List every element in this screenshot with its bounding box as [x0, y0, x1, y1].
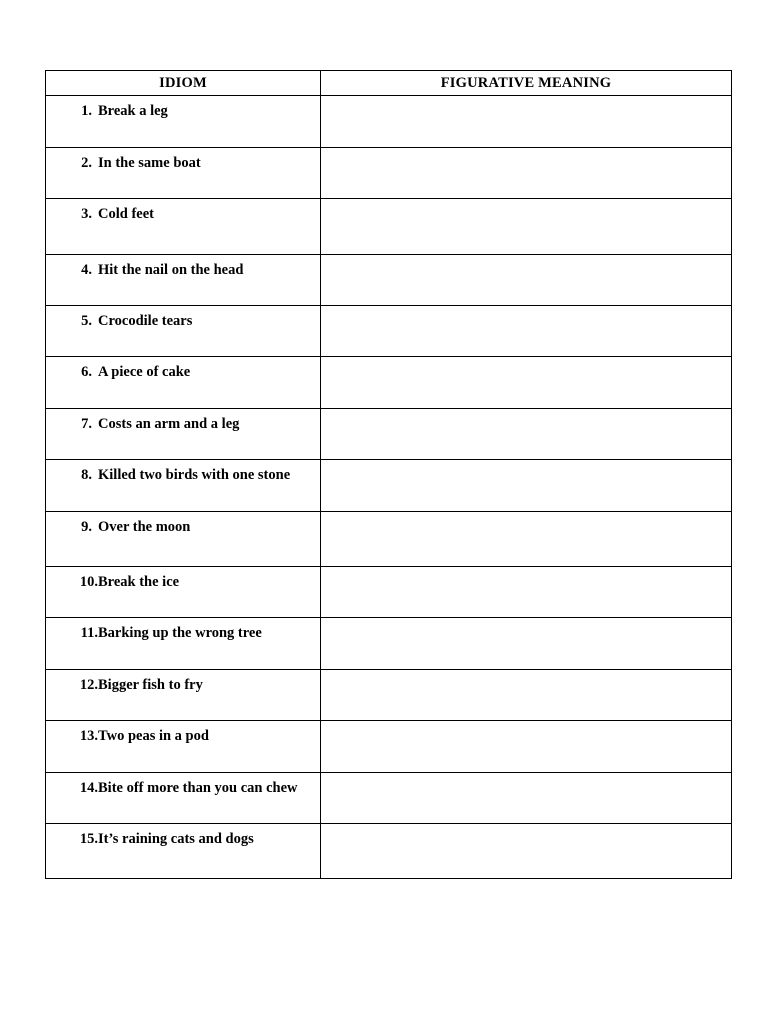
idiom-entry [46, 199, 320, 223]
idiom-entry [46, 409, 320, 433]
idiom-entry [46, 306, 320, 330]
idiom-entry [46, 460, 320, 484]
figurative-meaning-cell[interactable] [321, 567, 732, 618]
table-row [46, 148, 732, 199]
idiom-text: In the same boat [98, 155, 201, 171]
table-row [46, 670, 732, 721]
idiom-text: Break the ice [98, 574, 180, 590]
table-row [46, 567, 732, 618]
idiom-cell [46, 773, 321, 824]
table-row [46, 357, 732, 409]
idiom-number: 10. [79, 574, 98, 590]
idiom-text: Two peas in a pod [98, 728, 209, 744]
idiom-entry [46, 255, 320, 279]
idiom-entry [46, 357, 320, 381]
table-row [46, 824, 732, 879]
figurative-meaning-cell[interactable] [321, 148, 732, 199]
idiom-number: 7. [81, 416, 92, 432]
figurative-meaning-cell[interactable] [321, 824, 732, 879]
idiom-number: 2. [81, 155, 92, 171]
figurative-meaning-cell[interactable] [321, 670, 732, 721]
idiom-entry [46, 618, 320, 642]
idiom-entry [46, 824, 320, 848]
idiom-cell [46, 409, 321, 460]
idiom-number: 6. [81, 364, 92, 380]
idiom-number: 1. [81, 103, 92, 119]
figurative-meaning-cell[interactable] [321, 460, 732, 512]
idiom-text: Cold feet [98, 206, 154, 222]
idiom-entry [46, 512, 320, 536]
idiom-cell [46, 460, 321, 512]
table-row [46, 306, 732, 357]
idiom-cell [46, 512, 321, 567]
table-row [46, 618, 732, 670]
table-row [46, 721, 732, 773]
idiom-number: 3. [81, 206, 92, 222]
idiom-cell [46, 824, 321, 879]
idiom-number: 13. [79, 728, 98, 744]
idiom-text: Bite off more than you can chew [98, 780, 298, 796]
idiom-cell [46, 670, 321, 721]
idiom-text: Break a leg [98, 103, 168, 119]
idiom-cell [46, 306, 321, 357]
table-row [46, 460, 732, 512]
idiom-number: 4. [81, 262, 92, 278]
idiom-cell [46, 721, 321, 773]
figurative-meaning-cell[interactable] [321, 773, 732, 824]
table-row [46, 255, 732, 306]
idiom-cell [46, 199, 321, 255]
figurative-meaning-cell[interactable] [321, 357, 732, 409]
idiom-text: Crocodile tears [98, 313, 193, 329]
idiom-entry [46, 567, 320, 591]
idiom-text: Killed two birds with one stone [98, 467, 291, 483]
idiom-text: Costs an arm and a leg [98, 416, 240, 432]
idiom-number: 8. [81, 467, 92, 483]
idiom-entry [46, 721, 320, 745]
idiom-cell [46, 255, 321, 306]
idiom-cell [46, 618, 321, 670]
idiom-cell [46, 148, 321, 199]
figurative-meaning-cell[interactable] [321, 255, 732, 306]
table-row [46, 773, 732, 824]
idiom-text: Over the moon [98, 519, 191, 535]
idiom-text: A piece of cake [98, 364, 191, 380]
figurative-meaning-cell[interactable] [321, 96, 732, 148]
idiom-number: 15. [79, 831, 98, 847]
idiom-text: Hit the nail on the head [98, 262, 244, 278]
idiom-worksheet-table [45, 70, 732, 879]
table-row [46, 96, 732, 148]
idiom-entry [46, 148, 320, 172]
idiom-text: It’s raining cats and dogs [98, 831, 254, 847]
figurative-meaning-cell[interactable] [321, 199, 732, 255]
table-body [46, 96, 732, 879]
figurative-meaning-cell[interactable] [321, 512, 732, 567]
table-row [46, 409, 732, 460]
idiom-number: 12. [79, 677, 98, 693]
figurative-meaning-cell[interactable] [321, 306, 732, 357]
idiom-number: 11. [80, 625, 98, 641]
figurative-meaning-cell[interactable] [321, 409, 732, 460]
idiom-number: 9. [81, 519, 92, 535]
header-figurative-meaning: FIGURATIVE MEANING [321, 71, 732, 96]
header-idiom: IDIOM [46, 71, 321, 96]
table-header-row [46, 71, 732, 96]
figurative-meaning-cell[interactable] [321, 721, 732, 773]
table-row [46, 512, 732, 567]
idiom-cell [46, 567, 321, 618]
idiom-number: 5. [81, 313, 92, 329]
idiom-number: 14. [79, 780, 98, 796]
idiom-entry [46, 96, 320, 120]
table-row [46, 199, 732, 255]
figurative-meaning-cell[interactable] [321, 618, 732, 670]
idiom-text: Bigger fish to fry [98, 677, 203, 693]
idiom-entry [46, 773, 320, 797]
idiom-cell [46, 96, 321, 148]
idiom-cell [46, 357, 321, 409]
idiom-text: Barking up the wrong tree [98, 625, 262, 641]
idiom-entry [46, 670, 320, 694]
